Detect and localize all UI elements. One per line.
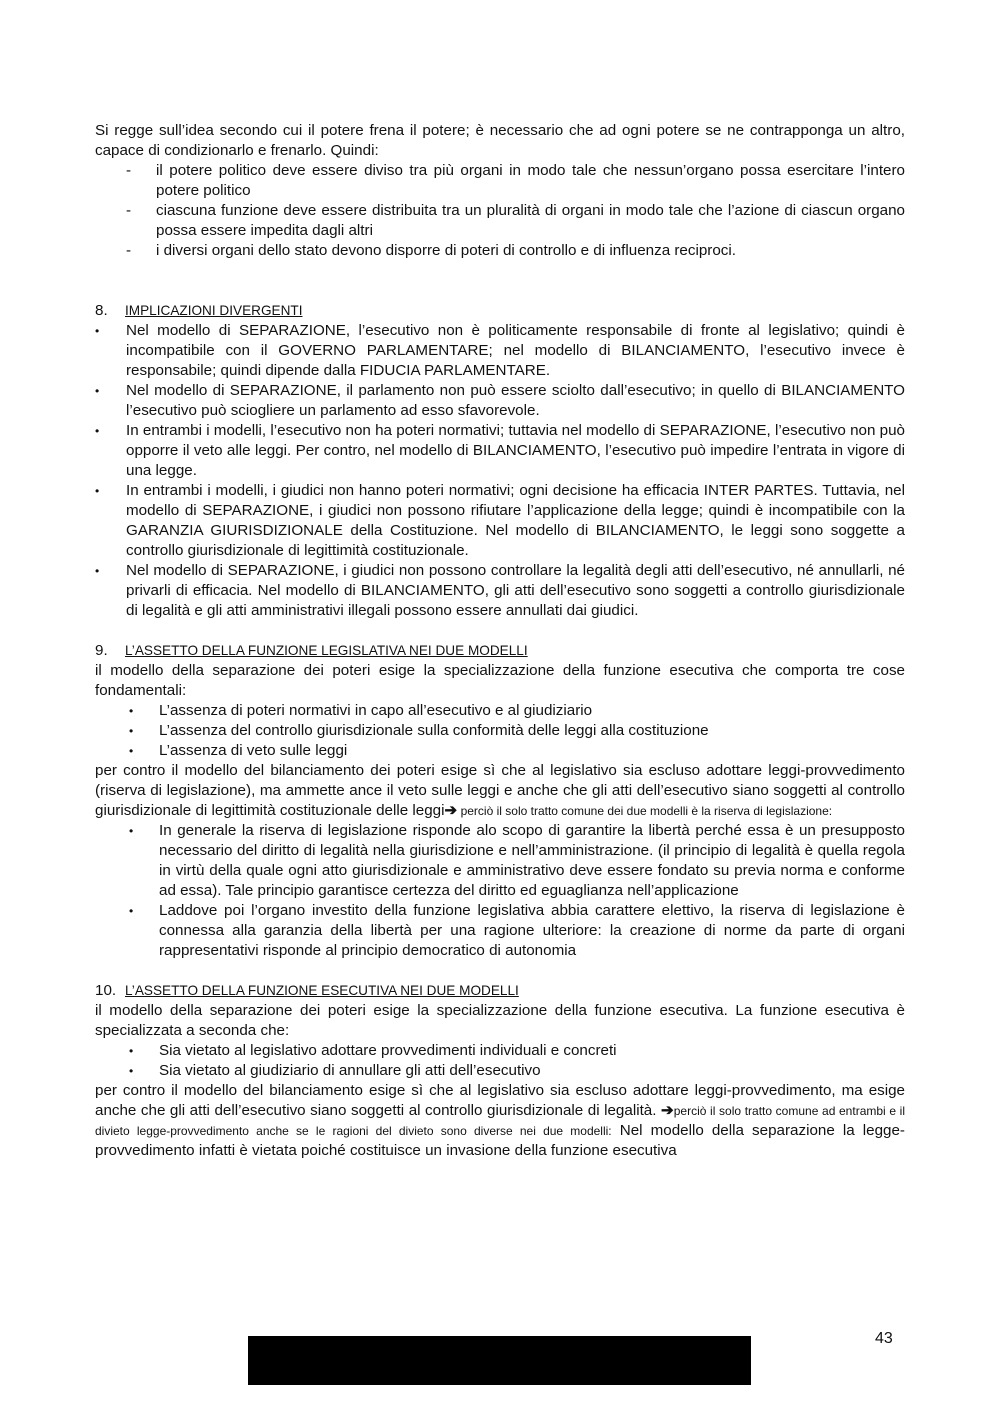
list-item: • Nel modello di SEPARAZIONE, i giudici non possono controllare la legalità degli atti dell’esecutivo, né annullarli, né privarli di efficacia. Nel modello di BILANCIAMENTO, gli atti dell’esecutivo sono soggetti a controllo giurisdizionale di legalità e gli atti amministrativi illegali possono essere annullati dai giudici. xyxy=(95,561,905,621)
list-item: • Sia vietato al legislativo adottare provvedimenti individuali e concreti xyxy=(95,1041,905,1061)
section9-list xyxy=(95,701,905,761)
section-intro: il modello della separazione dei poteri esige la specializzazione della funzione esecutiva che comporta tre cose fondamentali: xyxy=(95,662,905,699)
section-heading xyxy=(95,641,905,661)
list-item: • In entrambi i modelli, i giudici non hanno poteri normativi; ogni decisione ha efficacia INTER PARTES. Tuttavia, nel modello di SEPARAZIONE, i giudici non possono rifiutare l’applicazione della legge; quindi è incompatibile con la GARANZIA GIURISDIZIONALE della Costituzione. Nel modello di BILANCIAMENTO, le leggi sono soggette a controllo giurisdizionale di legittimità costituzionale. xyxy=(95,481,905,561)
list-item: • L’assenza di poteri normativi in capo all’esecutivo e al giudiziario xyxy=(95,701,905,721)
section-heading xyxy=(95,981,905,1001)
section-number: 10. xyxy=(95,982,117,999)
list-item: • In generale la riserva di legislazione risponde alo scopo di garantire la libertà perché essa è un presupposto necessario del diritto di legalità nella giurisdizione e nell’amministrazione. (il principio di legalità è quella regola in virtù della quale ogni atto giurisdizionale e amministrativo deve essere fondato su previa norma e conforme ad essa). Tale principio garantisce certezza del diritto ed eguaglianza nell’applicazione xyxy=(95,821,905,901)
intro-paragraph: Si regge sull’idea secondo cui il potere frena il potere; è necessario che ad ogni potere se ne contrapponga un altro, capace di condizionarlo e frenarlo. Quindi: xyxy=(95,122,905,159)
arrow-icon: ➔ xyxy=(656,1102,674,1119)
section-title: IMPLICAZIONI DIVERGENTI xyxy=(125,303,303,318)
section-title: L’ASSETTO DELLA FUNZIONE LEGISLATIVA NEI DUE MODELLI xyxy=(125,643,528,658)
section8-list xyxy=(95,321,905,621)
list-item: • Sia vietato al giudiziario di annullare gli atti dell’esecutivo xyxy=(95,1061,905,1081)
list-item: • L’assenza del controllo giurisdizionale sulla conformità delle leggi alla costituzione xyxy=(95,721,905,741)
list-item: • L’assenza di veto sulle leggi xyxy=(95,741,905,761)
section-title: L’ASSETTO DELLA FUNZIONE ESECUTIVA NEI DUE MODELLI xyxy=(125,983,519,998)
note-text: perciò il solo tratto comune dei due modelli è la riserva di legislazione: xyxy=(457,804,833,818)
redaction-bar xyxy=(248,1336,751,1385)
section-intro: il modello della separazione dei poteri esige la specializzazione della funzione esecutiva. La funzione esecutiva è specializzata a seconda che: xyxy=(95,1002,905,1039)
list-item: - i diversi organi dello stato devono disporre di poteri di controllo e di influenza reciproci. xyxy=(95,241,905,261)
list-item: • Nel modello di SEPARAZIONE, l’esecutivo non è politicamente responsabile di fronte al legislativo; quindi è incompatibile con il GOVERNO PARLAMENTARE; nel modello di BILANCIAMENTO, l’esecutivo invece è responsabile; quindi dipende dalla FIDUCIA PARLAMENTARE. xyxy=(95,321,905,381)
section-heading xyxy=(95,301,905,321)
list-item: • In entrambi i modelli, l’esecutivo non ha poteri normativi; tuttavia nel modello di SEPARAZIONE, l’esecutivo non può opporre il veto alle leggi. Per contro, nel modello di BILANCIAMENTO, l’esecutivo può impedire l’entrata in vigore di una legge. xyxy=(95,421,905,481)
list-item: • Laddove poi l’organo investito della funzione legislativa abbia carattere elettivo, la riserva di legislazione è connessa alla garanzia della libertà per una ragione ulteriore: la creazione di norme da parte di organi rappresentativi risponde al principio democratico di autonomia xyxy=(95,901,905,961)
page-number: 43 xyxy=(875,1330,893,1347)
intro-list xyxy=(95,161,905,261)
list-item: • Nel modello di SEPARAZIONE, il parlamento non può essere sciolto dall’esecutivo; in quello di BILANCIAMENTO l’esecutivo può sciogliere un parlamento ad esso sfavorevole. xyxy=(95,381,905,421)
section9-sublist xyxy=(95,821,905,961)
section-number: 8. xyxy=(95,302,108,319)
document-body xyxy=(95,121,905,1161)
section-contrast: per contro il modello del bilanciamento esige sì che al legislativo sia escluso adottare leggi-provvedimento, ma esige anche che gli atti dell’esecutivo siano soggetti al controllo giurisdizionale di legalità. ➔perciò il solo tratto comune ad entrambi e il divieto legge-provvedimento anche se le ragioni del divieto sono diverse nei due modelli: Nel modello della separazione la legge-provvedimento infatti è vietata poiché costituisce un invasione della funzione esecutiva xyxy=(95,1082,905,1159)
section-number: 9. xyxy=(95,642,108,659)
list-item: - il potere politico deve essere diviso tra più organi in modo tale che nessun’organo possa esercitare l’intero potere politico xyxy=(95,161,905,201)
list-item: - ciascuna funzione deve essere distribuita tra un pluralità di organi in modo tale che l’azione di ciascun organo possa essere impedita dagli altri xyxy=(95,201,905,241)
section10-list xyxy=(95,1041,905,1081)
note-text: perciò il solo tratto comune ad entrambi e il divieto legge-provvedimento anche se le ragioni del divieto sono diverse nei due modelli: xyxy=(95,1104,905,1138)
arrow-icon: ➔ xyxy=(444,802,458,819)
section-contrast: per contro il modello del bilanciamento dei poteri esige sì che al legislativo sia escluso adottare leggi-provvedimento (riserva di legislazione), ma ammette ance il veto sulle leggi e anche che gli atti dell’esecutivo siano soggetti al controllo giurisdizionale di legittimità costituzionale delle leggi➔ perciò il solo tratto comune dei due modelli è la riserva di legislazione: xyxy=(95,762,905,819)
